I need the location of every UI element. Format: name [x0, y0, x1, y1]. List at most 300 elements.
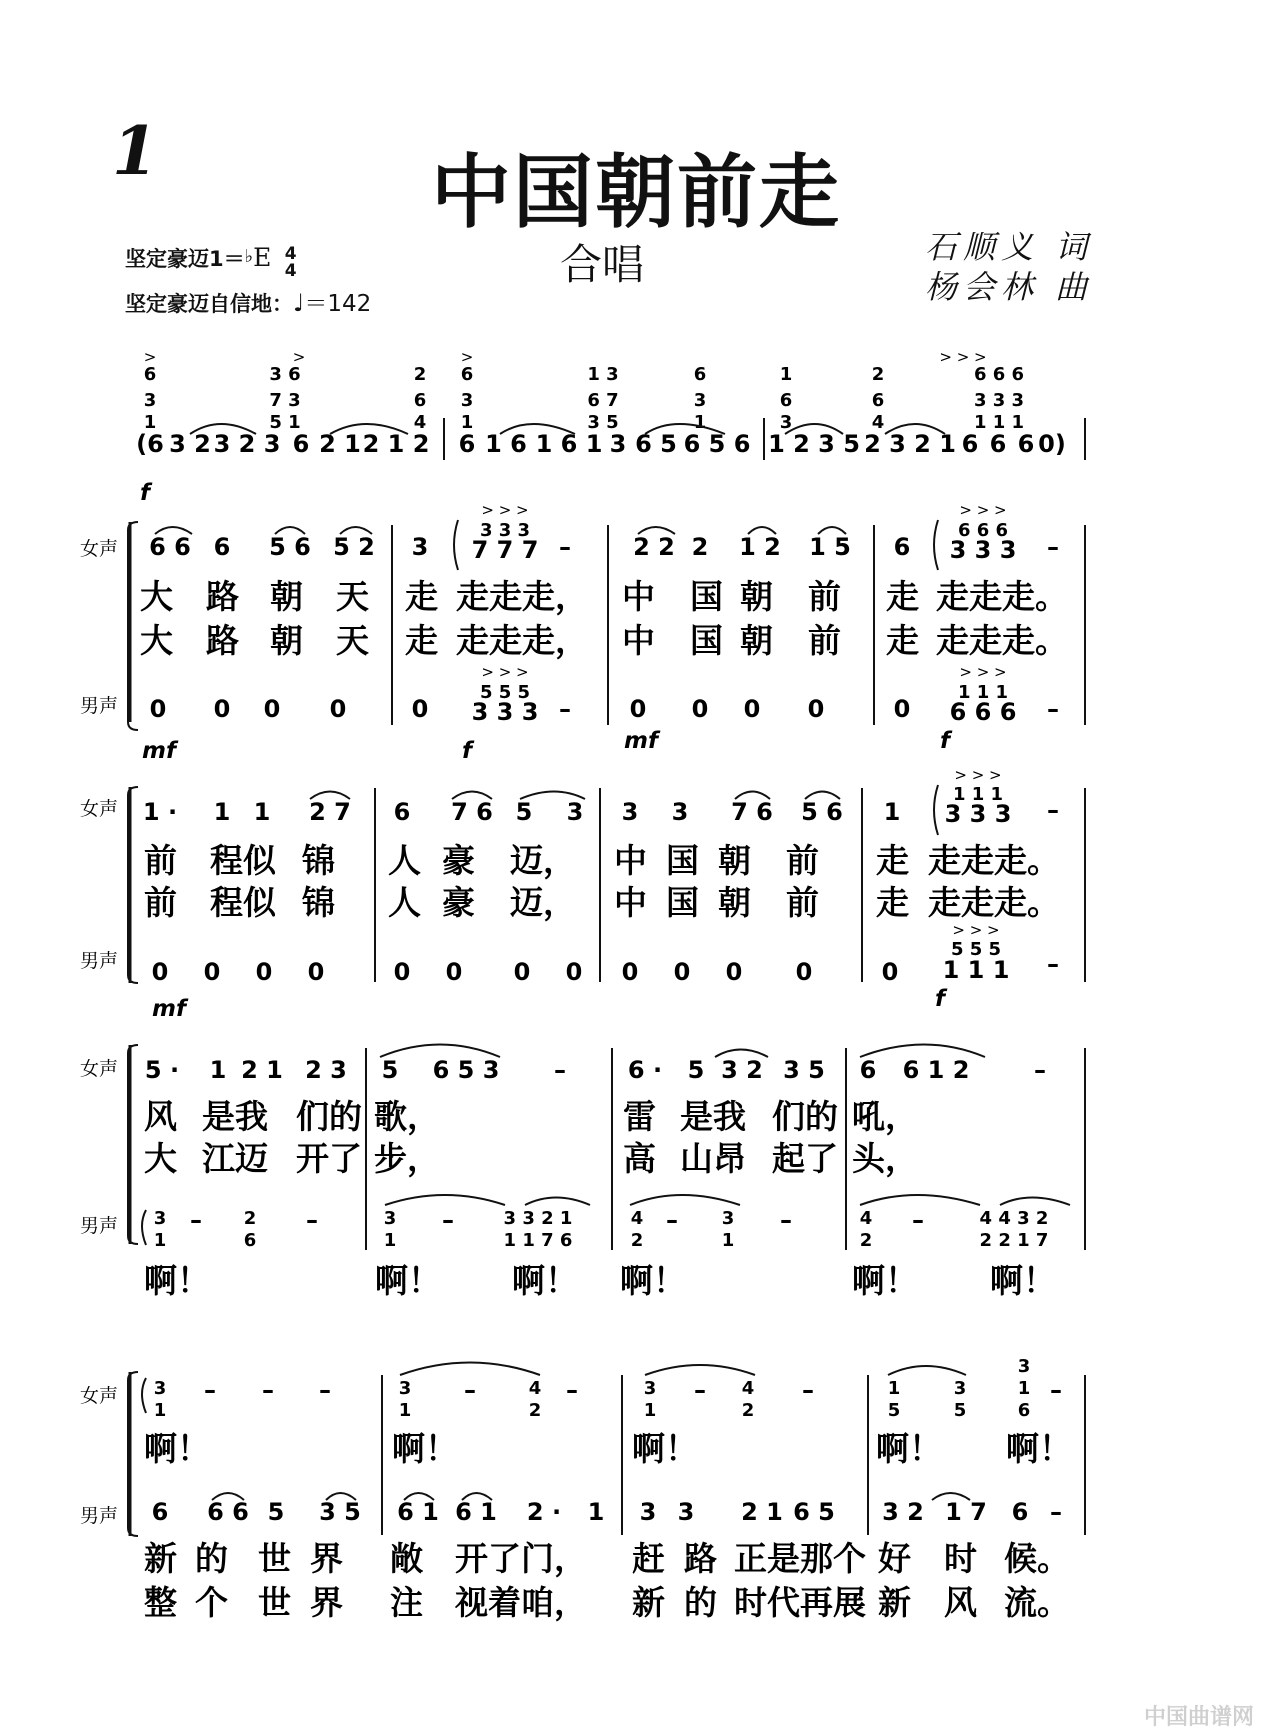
- intro-note: 6: [989, 430, 1007, 458]
- male-note: 0: [445, 958, 463, 986]
- lyric: 世: [258, 1539, 291, 1578]
- ah-lyric: 啊！: [852, 1261, 918, 1300]
- female-note: 6: [859, 1056, 877, 1084]
- female-note-low: 1: [398, 1400, 412, 1421]
- female-note: 3: [643, 1378, 657, 1399]
- lyric: 世: [258, 1583, 291, 1622]
- male-note-low: 1: [153, 1230, 167, 1251]
- ah-lyric: 啊！: [1006, 1429, 1072, 1468]
- male-note-low: 1: [721, 1230, 735, 1251]
- chord-brace: [934, 520, 938, 570]
- lyric: 迈，: [510, 841, 576, 880]
- female-note: 6 ·: [627, 1056, 663, 1084]
- lyric: 吼，: [852, 1097, 918, 1136]
- lyric: 雷: [623, 1097, 656, 1136]
- dynamic-f: f: [462, 738, 473, 764]
- accent-mark: > > >: [481, 501, 529, 519]
- intro-chord-low: 1: [693, 412, 707, 433]
- accent-mark: >: [460, 348, 474, 366]
- male-note: 3 3 3: [471, 698, 539, 726]
- lyric: 路: [684, 1539, 717, 1578]
- female-note: 3: [671, 798, 689, 826]
- male-note: 6 1: [455, 1498, 497, 1526]
- lyric: 朝: [740, 577, 773, 616]
- male-note: 0: [203, 958, 221, 986]
- intro-note: 2 3 2 1: [864, 430, 956, 458]
- key-letter: E: [253, 243, 272, 272]
- chord-brace: [142, 1378, 146, 1413]
- lyric: 的: [195, 1539, 228, 1578]
- female-note: 7 6: [731, 798, 773, 826]
- male-chord-top: 1 1 1: [957, 682, 1009, 703]
- male-note-low: 2: [630, 1230, 644, 1251]
- intro-chord-top: 1 3: [587, 364, 619, 385]
- system-3: [80, 1045, 1085, 1301]
- female-note: 5: [381, 1056, 399, 1084]
- rest-dash: –: [694, 1376, 706, 1404]
- ah-lyric: 啊！: [620, 1261, 686, 1300]
- lyric: 国: [666, 841, 699, 880]
- female-note: 3 2: [721, 1056, 763, 1084]
- male-note: 3: [639, 1498, 657, 1526]
- system-1: [80, 501, 1085, 764]
- rest-dash: –: [566, 1376, 578, 1404]
- dynamic-f: f: [140, 480, 151, 506]
- lyric: 界: [310, 1539, 343, 1578]
- intro-note: 6 5: [635, 430, 677, 458]
- key-prefix: 坚定豪迈1＝: [125, 247, 245, 271]
- male-note-low: 1 1 7 6: [503, 1230, 573, 1251]
- intro-note: 1 6 1: [535, 430, 603, 458]
- female-note: 2 3: [305, 1056, 347, 1084]
- female-note: 1 2: [739, 533, 781, 561]
- female-note-low: 1: [643, 1400, 657, 1421]
- lyric: 新: [632, 1583, 665, 1622]
- intro-chord-top: 1: [779, 364, 793, 385]
- intro-note: 6: [961, 430, 979, 458]
- male-note: 3 3 2 1: [503, 1208, 573, 1229]
- male-note: 3 5: [319, 1498, 361, 1526]
- male-voice-label: 男声: [80, 1505, 119, 1527]
- rest-dash: –: [306, 1206, 318, 1234]
- lyric: 走: [876, 841, 909, 880]
- intro-chord-top: 6: [693, 364, 707, 385]
- female-note-low: 1: [153, 1400, 167, 1421]
- female-voice-label: 女声: [80, 1058, 119, 1080]
- male-voice-label: 男声: [80, 695, 119, 717]
- slur: [860, 1195, 980, 1205]
- rest-dash: –: [319, 1376, 331, 1404]
- lyric: 中: [614, 841, 647, 880]
- female-note: 5 ·: [144, 1056, 180, 1084]
- male-note-low: 2: [859, 1230, 873, 1251]
- male-note: 3: [721, 1208, 735, 1229]
- male-note-low: 1: [383, 1230, 397, 1251]
- intro-chord-top: 6: [460, 364, 474, 385]
- intro-chord-low: 4: [413, 412, 427, 433]
- slur: [400, 1363, 540, 1376]
- ah-lyric: 啊！: [375, 1261, 441, 1300]
- female-voice-label: 女声: [80, 1385, 119, 1407]
- rest-dash: –: [1047, 796, 1059, 824]
- female-chord-top: 6 6 6: [957, 520, 1009, 541]
- system4-female-slurs: [400, 1363, 966, 1376]
- lyric: 风: [144, 1097, 177, 1136]
- female-note: 5 6: [269, 533, 311, 561]
- female-note: 1 ·: [142, 798, 178, 826]
- subtitle: 合唱: [560, 240, 645, 289]
- female-note: 3 5: [783, 1056, 825, 1084]
- intro-chord-low: 1: [460, 412, 474, 433]
- male-note: 6 6 6: [949, 698, 1017, 726]
- rest-dash: –: [1050, 1498, 1062, 1526]
- female-note: 4: [528, 1378, 542, 1399]
- slur: [888, 1366, 966, 1375]
- female-note: 3 3 3: [949, 536, 1017, 564]
- intro-note: (6: [136, 430, 164, 458]
- male-note: 3: [153, 1208, 167, 1229]
- intro-note: 1 6: [485, 430, 527, 458]
- system-4: [80, 1356, 1085, 1622]
- lyric: 前: [808, 577, 841, 616]
- lyric: 注: [390, 1583, 423, 1622]
- intro-note: 6: [458, 430, 476, 458]
- system3-male-slurs: [385, 1195, 1070, 1205]
- lyric: 朝: [270, 577, 303, 616]
- meter-top: 4: [284, 244, 297, 264]
- rest-dash: –: [1047, 533, 1059, 561]
- lyric: 风: [944, 1583, 977, 1622]
- lyric: 走: [886, 577, 919, 616]
- rest-dash: –: [912, 1206, 924, 1234]
- lyric: 时代再展: [734, 1583, 866, 1622]
- ah-lyric: 啊！: [632, 1429, 698, 1468]
- male-note: 3: [383, 1208, 397, 1229]
- intro-note: 6 5 6: [683, 430, 751, 458]
- lyric: 流。: [1004, 1583, 1070, 1622]
- ah-lyric: 啊！: [144, 1429, 210, 1468]
- intro-chord-mid: 7 3: [269, 390, 301, 411]
- female-note: 3: [398, 1378, 412, 1399]
- female-note: 5 6: [801, 798, 843, 826]
- accent-mark: > > >: [939, 348, 987, 366]
- lyric: 中: [622, 577, 655, 616]
- lyric: 朝: [740, 621, 773, 660]
- intro-chord-top: 6 6 6: [973, 364, 1025, 385]
- accent-mark: > > >: [954, 766, 1002, 784]
- lyric: 是我: [680, 1097, 746, 1136]
- rest-dash: –: [1034, 1056, 1046, 1084]
- intro-note: 2 1 2: [362, 430, 430, 458]
- female-note-low: 5: [887, 1400, 901, 1421]
- intro-chord-mid: 3: [460, 390, 474, 411]
- male-note: 6: [151, 1498, 169, 1526]
- lyric: 高: [623, 1139, 656, 1178]
- rest-dash: –: [1050, 1376, 1062, 1404]
- lyric: 们的: [296, 1097, 362, 1136]
- lyric: 程似: [210, 841, 276, 880]
- lyric: 前: [144, 841, 177, 880]
- lyric: 中: [622, 621, 655, 660]
- tempo-prefix: 坚定豪迈自信地：: [125, 292, 293, 316]
- female-note: 6: [213, 533, 231, 561]
- lyric: 界: [310, 1583, 343, 1622]
- intro-chord-mid: 3: [693, 390, 707, 411]
- female-note-extra: 3: [1017, 1356, 1031, 1377]
- rest-dash: –: [1047, 950, 1059, 978]
- system-2: [80, 766, 1085, 1022]
- female-note: 6: [393, 798, 411, 826]
- female-note: 1: [209, 1056, 227, 1084]
- lyric: 朝: [718, 841, 751, 880]
- male-chord-top: 5 5 5: [479, 682, 531, 703]
- lyric: 走走走，: [456, 621, 588, 660]
- male-note: 0: [263, 695, 281, 723]
- intro-chord-mid: 6: [871, 390, 885, 411]
- female-note: 1: [887, 1378, 901, 1399]
- lyric: 们的: [772, 1097, 838, 1136]
- male-note: 0: [213, 695, 231, 723]
- lyric: 新: [144, 1539, 177, 1578]
- intro-chord-top: 3 6: [269, 364, 301, 385]
- male-note: 1: [587, 1498, 605, 1526]
- female-chord-top: 1 1 1: [952, 784, 1004, 805]
- lyric: 前: [808, 621, 841, 660]
- intro-system: [136, 348, 1085, 506]
- lyric: 好: [878, 1539, 911, 1578]
- rest-dash: –: [190, 1206, 202, 1234]
- lyric: 天: [336, 621, 369, 660]
- slur: [1000, 1198, 1070, 1206]
- lyricist-credit: 石顺义 词: [925, 228, 1094, 266]
- lyric: 开了门，: [455, 1539, 587, 1578]
- lyric: 锦: [302, 841, 335, 880]
- lyric: 是我: [202, 1097, 268, 1136]
- rest-dash: –: [262, 1376, 274, 1404]
- female-voice-label: 女声: [80, 798, 119, 820]
- lyric: 大: [144, 1139, 177, 1178]
- male-note: 0: [881, 958, 899, 986]
- male-note: 0: [893, 695, 911, 723]
- ah-lyric: 啊！: [876, 1429, 942, 1468]
- lyric: 走走走。: [936, 621, 1068, 660]
- female-note: 3: [153, 1378, 167, 1399]
- lyric: 朝: [718, 883, 751, 922]
- rest-dash: –: [780, 1206, 792, 1234]
- intro-chord-top: 2: [871, 364, 885, 385]
- male-note: 3 2: [882, 1498, 924, 1526]
- female-note: 7 7 7: [471, 536, 539, 564]
- male-note: 6 5: [793, 1498, 835, 1526]
- lyric: 路: [206, 621, 239, 660]
- female-note: 3: [953, 1378, 967, 1399]
- female-note: 3: [621, 798, 639, 826]
- lyric: 时: [944, 1539, 977, 1578]
- intro-note: 3 2 3: [213, 430, 281, 458]
- intro-chord-top: 6: [143, 364, 157, 385]
- female-note: 5 2: [333, 533, 375, 561]
- lyric: 前: [786, 841, 819, 880]
- lyric: 走: [886, 621, 919, 660]
- male-note-low: 2 2 1 7: [979, 1230, 1049, 1251]
- lyric: 歌，: [374, 1097, 440, 1136]
- lyric: 前: [786, 883, 819, 922]
- intro-chord-mid: 3 3 3: [973, 390, 1025, 411]
- lyric: 国: [666, 883, 699, 922]
- female-note: 4: [741, 1378, 755, 1399]
- lyric: 程似: [210, 883, 276, 922]
- lyric: 大: [140, 621, 173, 660]
- male-note: 2 ·: [526, 1498, 562, 1526]
- intro-chord-mid: 6: [413, 390, 427, 411]
- male-note: 3: [677, 1498, 695, 1526]
- lyric: 候。: [1004, 1539, 1070, 1578]
- female-note-low: 2: [741, 1400, 755, 1421]
- male-note: 6: [1011, 1498, 1029, 1526]
- rest-dash: –: [204, 1376, 216, 1404]
- male-note: 0: [629, 695, 647, 723]
- intro-note: 6: [1017, 430, 1035, 458]
- lyric: 走: [405, 577, 438, 616]
- male-note: 0: [329, 695, 347, 723]
- male-note: 0: [411, 695, 429, 723]
- slur: [385, 1195, 505, 1205]
- intro-note: 1 2 3 5: [768, 430, 860, 458]
- female-note: 2 7: [309, 798, 351, 826]
- chord-brace: [454, 520, 458, 570]
- intro-chord-mid: 6: [779, 390, 793, 411]
- male-note: 0: [621, 958, 639, 986]
- rest-dash: –: [1047, 695, 1059, 723]
- song-title: 中国朝前走: [431, 146, 841, 239]
- lyric: 正是那个: [734, 1539, 866, 1578]
- accent-mark: > > >: [952, 921, 1000, 939]
- intro-chord-low: 4: [871, 412, 885, 433]
- dynamic-mf: mf: [624, 728, 658, 754]
- male-note: 2: [243, 1208, 257, 1229]
- female-note: 7 6: [451, 798, 493, 826]
- lyric: 锦: [302, 883, 335, 922]
- intro-chord-mid: 3: [143, 390, 157, 411]
- intro-chord-low: 3 5: [587, 412, 619, 433]
- female-note-low: 2: [528, 1400, 542, 1421]
- intro-chord-low: 1: [143, 412, 157, 433]
- accent-mark: > > >: [959, 663, 1007, 681]
- accent-mark: > > >: [959, 501, 1007, 519]
- accent-mark: > > >: [481, 663, 529, 681]
- ah-lyric: 啊！: [392, 1429, 458, 1468]
- male-note: 0: [149, 695, 167, 723]
- intro-chord-low: 3: [779, 412, 793, 433]
- male-voice-label: 男声: [80, 1215, 119, 1237]
- rest-dash: –: [559, 695, 571, 723]
- lyric: 新: [878, 1583, 911, 1622]
- ah-lyric: 啊！: [990, 1261, 1056, 1300]
- lyric: 走: [876, 883, 909, 922]
- dynamic-f: f: [935, 986, 946, 1012]
- lyric: 的: [684, 1583, 717, 1622]
- female-note: 6 6: [149, 533, 191, 561]
- female-note: 6: [893, 533, 911, 561]
- female-note: 6 1 2: [902, 1056, 970, 1084]
- male-note: 4 4 3 2: [979, 1208, 1049, 1229]
- intro-note: 6: [292, 430, 310, 458]
- rest-dash: –: [559, 533, 571, 561]
- rest-dash: –: [802, 1376, 814, 1404]
- female-note: 1: [1017, 1378, 1031, 1399]
- intro-note: 0): [1038, 430, 1066, 458]
- meter-bottom: 4: [284, 261, 297, 281]
- lyric: 山昂: [680, 1139, 746, 1178]
- slur: [525, 1198, 590, 1206]
- lyric: 中: [614, 883, 647, 922]
- female-note: 1: [213, 798, 231, 826]
- male-note: 0: [307, 958, 325, 986]
- lyric: 豪: [442, 841, 475, 880]
- lyric: 人: [388, 883, 421, 922]
- ah-lyric: 啊！: [144, 1261, 210, 1300]
- lyric: 视着咱，: [455, 1583, 587, 1622]
- lyric: 赶: [632, 1539, 665, 1578]
- lyric: 敞: [390, 1539, 423, 1578]
- male-note: 2 1: [741, 1498, 783, 1526]
- male-note: 0: [795, 958, 813, 986]
- female-note: 5: [687, 1056, 705, 1084]
- intro-note: 3 2: [169, 430, 211, 458]
- female-note: 3: [566, 798, 584, 826]
- rest-dash: –: [464, 1376, 476, 1404]
- intro-chord-low: 5 1: [269, 412, 301, 433]
- lyric: 朝: [270, 621, 303, 660]
- male-note: 5: [267, 1498, 285, 1526]
- female-note: 1 5: [809, 533, 851, 561]
- page-number: 1: [112, 112, 158, 190]
- composer-credit: 杨会林 曲: [925, 268, 1094, 306]
- male-note: 1 1 1: [942, 956, 1010, 984]
- lyric: 人: [388, 841, 421, 880]
- chord-brace: [142, 1210, 146, 1245]
- slur: [630, 1195, 740, 1205]
- female-note: 2 2: [633, 533, 675, 561]
- lyric: 走走走，: [456, 577, 588, 616]
- male-note: 0: [151, 958, 169, 986]
- male-note: 0: [725, 958, 743, 986]
- male-voice-label: 男声: [80, 950, 119, 972]
- lyric: 天: [336, 577, 369, 616]
- male-note: 0: [565, 958, 583, 986]
- accent-mark: >: [143, 348, 157, 366]
- lyric: 走走走。: [928, 883, 1060, 922]
- lyric: 走: [405, 621, 438, 660]
- male-note: 4: [630, 1208, 644, 1229]
- lyric: 个: [195, 1583, 228, 1622]
- tempo-value: ＝142: [304, 291, 372, 317]
- female-note: 6 5 3: [432, 1056, 500, 1084]
- lyric: 路: [206, 577, 239, 616]
- intro-chord-mid: 6 7: [587, 390, 619, 411]
- lyric: 前: [144, 883, 177, 922]
- female-note: 5: [515, 798, 533, 826]
- female-note: 2 1: [241, 1056, 283, 1084]
- female-note: 3: [411, 533, 429, 561]
- male-note: 6 6: [207, 1498, 249, 1526]
- intro-chord-low: 1 1 1: [973, 412, 1025, 433]
- lyric: 起了: [772, 1139, 838, 1178]
- intro-note: 3: [609, 430, 627, 458]
- site-watermark: 中国曲谱网: [1143, 1705, 1254, 1730]
- lyric: 豪: [442, 883, 475, 922]
- accent-mark: >: [292, 348, 306, 366]
